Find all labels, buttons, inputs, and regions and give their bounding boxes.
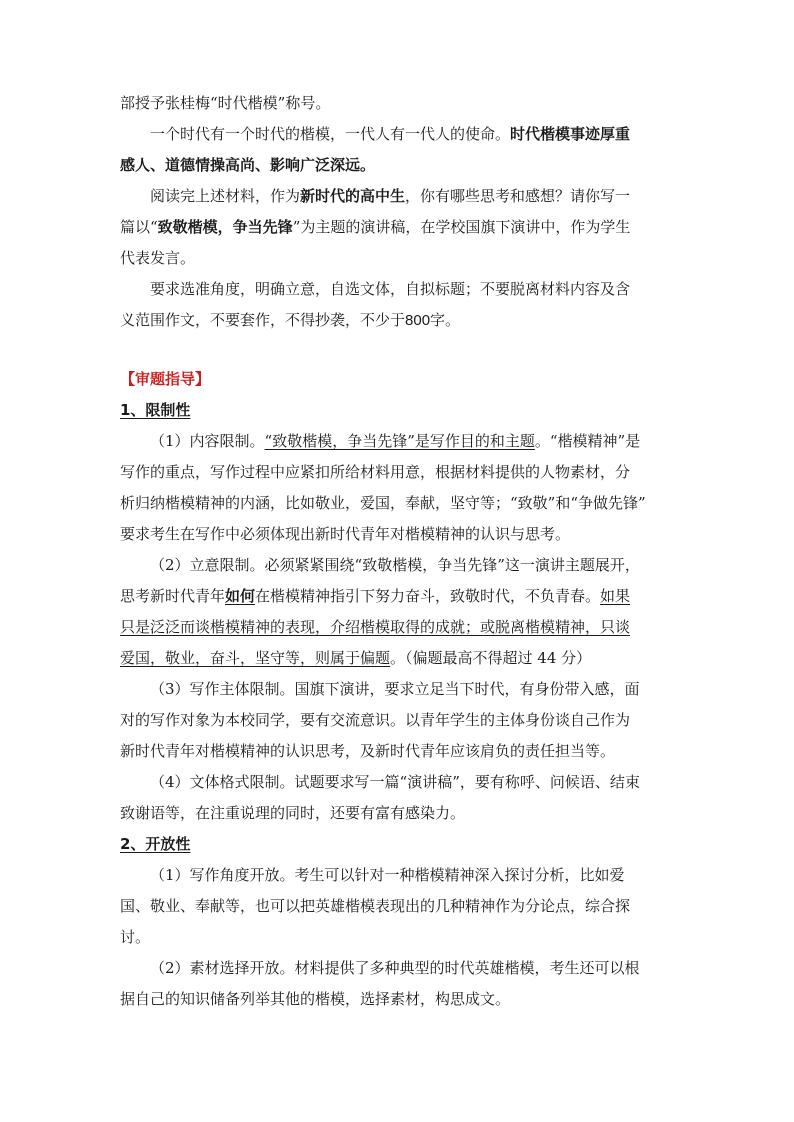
intro-para-3-line-1 bbox=[120, 274, 678, 305]
text-run: 阅读完上述材料，作为 bbox=[150, 187, 301, 205]
section-heading: 2、开放性 bbox=[120, 835, 191, 853]
text-run: 。（偏题最高不得超过 44 分） bbox=[390, 649, 592, 667]
s1-para-1-line-1 bbox=[120, 426, 678, 457]
intro-para-1-line-2 bbox=[120, 150, 678, 181]
text-run: 要求考生在写作中必须体现出新时代青年对楷模精神的认识与思考。 bbox=[120, 525, 571, 543]
intro-para-2-line-1 bbox=[120, 181, 678, 212]
intro-para-2-line-2 bbox=[120, 212, 678, 243]
underlined-text: “致敬楷模，争当先锋”是写作目的和主题 bbox=[264, 432, 535, 450]
text-run: 国、敬业、奉献等，也可以把英雄楷模表现出的几种精神作为分论点，综合探 bbox=[120, 897, 631, 915]
intro-para-3-line-2 bbox=[120, 305, 678, 336]
bold-underlined-text: 如何 bbox=[225, 587, 256, 605]
text-run: 据自己的知识储备列举其他的楷模，选择素材，构思成文。 bbox=[120, 990, 511, 1008]
text-run: 在楷模精神指引下努力奋斗，致敬时代，不负青春。 bbox=[255, 587, 601, 605]
text-run: 要求选准角度，明确立意，自选文体，自拟标题；不要脱离材料内容及含 bbox=[150, 280, 631, 298]
text-run: 义范围作文，不要套作，不得抄袭，不少于 bbox=[120, 311, 406, 329]
text-run: 字。 bbox=[430, 311, 461, 329]
text-run: 析归纳楷模精神的内涵，比如敬业，爱国，奉献，坚守等；“致敬”和“争做先锋” bbox=[120, 494, 646, 512]
s1-para-4-line-2 bbox=[120, 798, 678, 829]
text-run: 写作的重点，写作过程中应紧扣所给材料用意，根据材料提供的人物素材，分 bbox=[120, 463, 631, 481]
intro-para-1-line-1 bbox=[120, 119, 678, 150]
intro-line-0 bbox=[120, 88, 678, 119]
text-run: 致谢语等，在注重说理的同时，还要有富有感染力。 bbox=[120, 804, 466, 822]
text-run: 思考新时代青年 bbox=[120, 587, 226, 605]
text-run: 部授予张桂梅“时代楷模”称号。 bbox=[120, 94, 331, 112]
underlined-text: 如果 bbox=[600, 587, 631, 605]
intro-para-2-line-3 bbox=[120, 243, 678, 274]
s2-para-1-line-3 bbox=[120, 922, 678, 953]
s1-para-3-line-3 bbox=[120, 736, 678, 767]
text-run: 篇以“ bbox=[120, 218, 158, 236]
section-1-heading bbox=[120, 395, 678, 426]
s1-para-2-line-3 bbox=[120, 612, 678, 643]
s2-para-1-line-1 bbox=[120, 860, 678, 891]
s1-para-3-line-2 bbox=[120, 705, 678, 736]
s1-para-1-line-2 bbox=[120, 457, 678, 488]
word-count: 800 bbox=[405, 312, 431, 329]
text-run: ，你有哪些思考和感想？请你写一 bbox=[405, 187, 631, 205]
section-title: 【审题指导】 bbox=[120, 370, 211, 388]
text-run: （2）立意限制。必须紧紧围绕“致敬楷模，争当先锋”这一演讲主题展开， bbox=[150, 556, 640, 574]
s1-para-2-line-1 bbox=[120, 550, 678, 581]
s1-para-3-line-1 bbox=[120, 674, 678, 705]
text-run: （4）文体格式限制。试题要求写一篇“演讲稿”，要有称呼、问候语、结束 bbox=[150, 773, 640, 791]
text-run: （1）写作角度开放。考生可以针对一种楷模精神深入探讨分析，比如爱 bbox=[150, 866, 625, 884]
bold-text: 新时代的高中生 bbox=[300, 187, 406, 205]
bold-text: 时代楷模事迹厚重 bbox=[510, 125, 631, 143]
s1-para-4-line-1 bbox=[120, 767, 678, 798]
text-run: 讨。 bbox=[120, 928, 151, 946]
text-run: 。“楷模精神”是 bbox=[534, 432, 641, 450]
text-run: （3）写作主体限制。国旗下演讲，要求立足当下时代，有身份带入感，面 bbox=[150, 680, 640, 698]
s1-para-1-line-4 bbox=[120, 519, 678, 550]
bold-text: 致敬楷模，争当先锋 bbox=[157, 218, 293, 236]
section-2-heading bbox=[120, 829, 678, 860]
s1-para-2-line-2 bbox=[120, 581, 678, 612]
text-run: 一个时代有一个时代的楷模，一代人有一代人的使命。 bbox=[150, 125, 511, 143]
underlined-text: 只是泛泛而谈楷模精神的表现，介绍楷模取得的成就；或脱离楷模精神，只谈 bbox=[120, 618, 631, 636]
bold-text: 感人、道德情操高尚、影响广泛深远。 bbox=[120, 156, 376, 174]
s2-para-1-line-2 bbox=[120, 891, 678, 922]
text-run: 对的写作对象为本校同学，要有交流意识。以青年学生的主体身份谈自己作为 bbox=[120, 711, 631, 729]
text-run: ”为主题的演讲稿，在学校国旗下演讲中，作为学生 bbox=[292, 218, 631, 236]
guide-title bbox=[120, 364, 678, 395]
underlined-text: 爱国，敬业，奋斗，坚守等，则属于偏题 bbox=[120, 649, 391, 667]
document-page bbox=[120, 88, 678, 1015]
s1-para-1-line-3 bbox=[120, 488, 678, 519]
s2-para-2-line-2 bbox=[120, 984, 678, 1015]
text-run: （1）内容限制。 bbox=[150, 432, 265, 450]
text-run: （2）素材选择开放。材料提供了多种典型的时代英雄楷模，考生还可以根 bbox=[150, 959, 640, 977]
text-run: 代表发言。 bbox=[120, 249, 196, 267]
text-run: 新时代青年对楷模精神的认识思考，及新时代青年应该肩负的责任担当等。 bbox=[120, 742, 616, 760]
section-heading: 1、限制性 bbox=[120, 401, 191, 419]
s2-para-2-line-1 bbox=[120, 953, 678, 984]
s1-para-2-line-4 bbox=[120, 643, 678, 674]
